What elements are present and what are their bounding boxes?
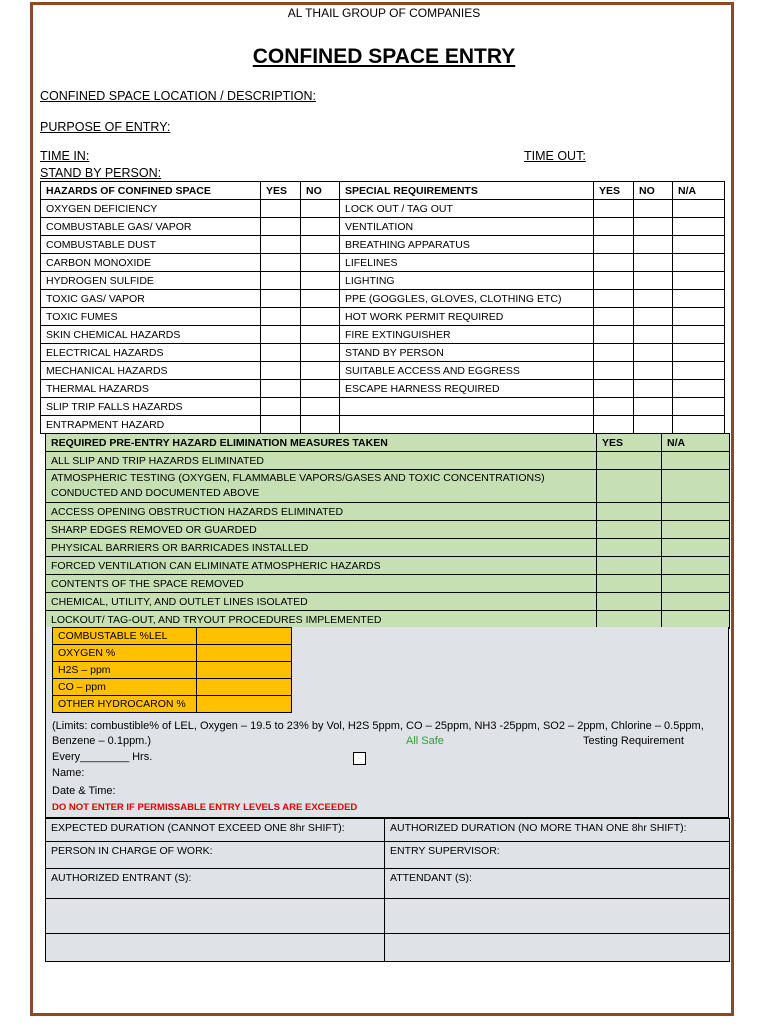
- measure-na-cell[interactable]: [662, 557, 730, 575]
- table-row: [41, 272, 725, 290]
- attendant-blank-cell[interactable]: [385, 899, 730, 934]
- hazards-header: HAZARDS OF CONFINED SPACE: [41, 182, 261, 200]
- test-frequency-field[interactable]: Every________ Hrs.: [52, 751, 153, 763]
- requirement-yes-cell[interactable]: [594, 290, 634, 308]
- hazard-label: COMBUSTABLE DUST: [41, 236, 261, 254]
- gas-reading-value-cell[interactable]: [197, 645, 292, 662]
- table-row: [53, 679, 292, 696]
- requirement-yes-cell[interactable]: [594, 326, 634, 344]
- hazards-header-row: [41, 182, 725, 200]
- requirements-no-header: NO: [634, 182, 673, 200]
- hazard-label: ENTRAPMENT HAZARD: [41, 416, 261, 434]
- table-row: [46, 470, 730, 503]
- measure-label: LOCKOUT/ TAG-OUT, AND TRYOUT PROCEDURES IMPLEMENTED: [46, 611, 597, 629]
- table-row: [41, 380, 725, 398]
- measure-label: FORCED VENTILATION CAN ELIMINATE ATMOSPHERIC HAZARDS: [46, 557, 597, 575]
- hazard-yes-cell[interactable]: [261, 218, 301, 236]
- requirements-yes-header: YES: [594, 182, 634, 200]
- measure-na-cell[interactable]: [662, 452, 730, 470]
- table-row: [41, 326, 725, 344]
- gas-reading-value-cell[interactable]: [197, 679, 292, 696]
- table-row: [41, 416, 725, 434]
- authorized-duration-field[interactable]: AUTHORIZED DURATION (NO MORE THAN ONE 8hr SHIFT):: [385, 819, 730, 842]
- gas-reading-value-cell[interactable]: [197, 662, 292, 679]
- table-row: [46, 611, 730, 629]
- signoff-row: [46, 899, 730, 934]
- table-row: [41, 218, 725, 236]
- requirement-label: LIFELINES: [340, 254, 594, 272]
- person-in-charge-field[interactable]: PERSON IN CHARGE OF WORK:: [46, 842, 385, 869]
- table-row: [46, 503, 730, 521]
- table-row: [41, 200, 725, 218]
- requirement-label: SUITABLE ACCESS AND EGGRESS: [340, 362, 594, 380]
- requirement-na-cell[interactable]: [673, 326, 725, 344]
- requirement-na-cell[interactable]: [673, 344, 725, 362]
- requirement-no-cell[interactable]: [634, 326, 673, 344]
- requirement-na-cell[interactable]: [673, 272, 725, 290]
- requirement-na-cell[interactable]: [673, 236, 725, 254]
- requirement-yes-cell[interactable]: [594, 272, 634, 290]
- hazard-no-cell[interactable]: [301, 272, 340, 290]
- requirement-na-cell[interactable]: [673, 200, 725, 218]
- measure-yes-cell[interactable]: [597, 593, 662, 611]
- standby-label: STAND BY PERSON:: [40, 166, 162, 180]
- hazard-no-cell[interactable]: [301, 218, 340, 236]
- requirement-yes-cell[interactable]: [594, 362, 634, 380]
- table-row: [53, 662, 292, 679]
- hazards-table: [40, 181, 725, 434]
- hazard-no-cell[interactable]: [301, 362, 340, 380]
- signoff-row: [46, 819, 730, 842]
- hazard-label: TOXIC FUMES: [41, 308, 261, 326]
- requirement-yes-cell[interactable]: [594, 254, 634, 272]
- requirement-no-cell[interactable]: [634, 236, 673, 254]
- requirement-no-cell[interactable]: [634, 308, 673, 326]
- gas-reading-label: CO – ppm: [53, 679, 197, 696]
- attendant-blank-cell[interactable]: [385, 934, 730, 962]
- hazard-label: MECHANICAL HAZARDS: [41, 362, 261, 380]
- requirement-label: ESCAPE HARNESS REQUIRED: [340, 380, 594, 398]
- requirement-no-cell[interactable]: [634, 218, 673, 236]
- table-row: [46, 539, 730, 557]
- requirement-yes-cell[interactable]: [594, 308, 634, 326]
- table-row: [41, 254, 725, 272]
- hazard-no-cell[interactable]: [301, 290, 340, 308]
- testing-requirement-label: Testing Requirement: [583, 735, 684, 747]
- requirement-yes-cell[interactable]: [594, 416, 634, 434]
- requirement-yes-cell[interactable]: [594, 200, 634, 218]
- location-blank[interactable]: [322, 89, 336, 101]
- table-row: [46, 575, 730, 593]
- requirement-no-cell[interactable]: [634, 416, 673, 434]
- requirements-header: SPECIAL REQUIREMENTS: [340, 182, 594, 200]
- requirement-label: FIRE EXTINGUISHER: [340, 326, 594, 344]
- requirement-na-cell[interactable]: [673, 416, 725, 434]
- measure-label: PHYSICAL BARRIERS OR BARRICADES INSTALLED: [46, 539, 597, 557]
- requirements-na-header: N/A: [673, 182, 725, 200]
- hazard-label: TOXIC GAS/ VAPOR: [41, 290, 261, 308]
- form-title: CONFINED SPACE ENTRY: [252, 45, 516, 68]
- measure-label: CONTENTS OF THE SPACE REMOVED: [46, 575, 597, 593]
- table-row: [46, 593, 730, 611]
- expected-duration-field[interactable]: EXPECTED DURATION (CANNOT EXCEED ONE 8hr SHIFT):: [46, 819, 385, 842]
- hazard-label: SKIN CHEMICAL HAZARDS: [41, 326, 261, 344]
- requirement-no-cell[interactable]: [634, 362, 673, 380]
- measure-label: ACCESS OPENING OBSTRUCTION HAZARDS ELIMINATED: [46, 503, 597, 521]
- requirement-no-cell[interactable]: [634, 272, 673, 290]
- requirement-na-cell[interactable]: [673, 254, 725, 272]
- measure-yes-cell[interactable]: [597, 575, 662, 593]
- measure-label: ATMOSPHERIC TESTING (OXYGEN, FLAMMABLE VAPORS/GASES AND TOXIC CONCENTRATIONS) CONDUCTED AND DOCUMENTED ABOVE: [46, 470, 597, 503]
- hazard-no-cell[interactable]: [301, 380, 340, 398]
- requirement-na-cell[interactable]: [673, 380, 725, 398]
- measures-header: REQUIRED PRE-ENTRY HAZARD ELIMINATION MEASURES TAKEN: [46, 434, 597, 452]
- hazard-no-cell[interactable]: [301, 200, 340, 218]
- requirement-label: STAND BY PERSON: [340, 344, 594, 362]
- hazard-yes-cell[interactable]: [261, 380, 301, 398]
- all-safe-checkbox[interactable]: [353, 752, 366, 765]
- gas-reading-value-cell[interactable]: [197, 696, 292, 713]
- signoff-row: [46, 934, 730, 962]
- requirement-label: BREATHING APPARATUS: [340, 236, 594, 254]
- measure-na-cell[interactable]: [662, 470, 730, 503]
- requirement-label: LIGHTING: [340, 272, 594, 290]
- table-row: [41, 344, 725, 362]
- hazards-no-header: NO: [301, 182, 340, 200]
- hazard-no-cell[interactable]: [301, 344, 340, 362]
- location-label: CONFINED SPACE LOCATION / DESCRIPTION:: [40, 89, 316, 103]
- measure-na-cell[interactable]: [662, 539, 730, 557]
- signoff-row: [46, 869, 730, 899]
- hazard-yes-cell[interactable]: [261, 200, 301, 218]
- hazard-label: OXYGEN DEFICIENCY: [41, 200, 261, 218]
- measures-na-header: N/A: [662, 434, 730, 452]
- measure-na-cell[interactable]: [662, 503, 730, 521]
- company-name: AL THAIL GROUP OF COMPANIES: [287, 6, 481, 20]
- measure-label: CHEMICAL, UTILITY, AND OUTLET LINES ISOLATED: [46, 593, 597, 611]
- hazard-yes-cell[interactable]: [261, 308, 301, 326]
- requirement-no-cell[interactable]: [634, 344, 673, 362]
- table-row: [53, 696, 292, 713]
- hazard-label: HYDROGEN SULFIDE: [41, 272, 261, 290]
- table-row: [41, 362, 725, 380]
- measure-yes-cell[interactable]: [597, 452, 662, 470]
- hazard-yes-cell[interactable]: [261, 416, 301, 434]
- requirement-label: VENTILATION: [340, 218, 594, 236]
- requirement-yes-cell[interactable]: [594, 380, 634, 398]
- table-row: [41, 308, 725, 326]
- table-row: [53, 628, 292, 645]
- table-row: [46, 557, 730, 575]
- table-row: [41, 236, 725, 254]
- requirement-no-cell[interactable]: [634, 254, 673, 272]
- entry-warning: DO NOT ENTER IF PERMISSABLE ENTRY LEVELS ARE EXCEEDED: [52, 802, 358, 813]
- entrant-blank-cell[interactable]: [46, 899, 385, 934]
- hazard-yes-cell[interactable]: [261, 398, 301, 416]
- requirement-yes-cell[interactable]: [594, 398, 634, 416]
- hazard-no-cell[interactable]: [301, 398, 340, 416]
- hazard-yes-cell[interactable]: [261, 344, 301, 362]
- gas-reading-label: COMBUSTABLE %LEL: [53, 628, 197, 645]
- hazard-no-cell[interactable]: [301, 416, 340, 434]
- hazard-no-cell[interactable]: [301, 236, 340, 254]
- table-row: [41, 398, 725, 416]
- hazard-label: CARBON MONOXIDE: [41, 254, 261, 272]
- all-safe-label: All Safe: [406, 735, 444, 747]
- time-out-label: TIME OUT:: [524, 149, 586, 163]
- requirement-na-cell[interactable]: [673, 398, 725, 416]
- exposure-limits-text: (Limits: combustible% of LEL, Oxygen – 19.5 to 23% by Vol, H2S 5ppm, CO – 25ppm, NH3 -25ppm, SO2 – 2ppm, Chlorine – 0.5ppm, Benzene – 0.1ppm.): [52, 720, 704, 747]
- measure-na-cell[interactable]: [662, 593, 730, 611]
- entry-supervisor-field[interactable]: ENTRY SUPERVISOR:: [385, 842, 730, 869]
- measures-yes-header: YES: [597, 434, 662, 452]
- hazard-label: ELECTRICAL HAZARDS: [41, 344, 261, 362]
- tester-name-label: Name:: [52, 767, 85, 779]
- gas-readings-table: [52, 627, 292, 713]
- measure-label: ALL SLIP AND TRIP HAZARDS ELIMINATED: [46, 452, 597, 470]
- measures-header-row: [46, 434, 730, 452]
- requirement-label: [340, 416, 594, 434]
- hazard-label: COMBUSTABLE GAS/ VAPOR: [41, 218, 261, 236]
- measure-label: SHARP EDGES REMOVED OR GUARDED: [46, 521, 597, 539]
- measure-na-cell[interactable]: [662, 575, 730, 593]
- measure-yes-cell[interactable]: [597, 470, 662, 503]
- requirement-no-cell[interactable]: [634, 290, 673, 308]
- requirement-yes-cell[interactable]: [594, 218, 634, 236]
- requirement-no-cell[interactable]: [634, 398, 673, 416]
- signoff-row: [46, 842, 730, 869]
- hazard-no-cell[interactable]: [301, 326, 340, 344]
- requirement-label: PPE (GOGGLES, GLOVES, CLOTHING ETC): [340, 290, 594, 308]
- requirement-na-cell[interactable]: [673, 362, 725, 380]
- date-time-label: Date & Time:: [52, 785, 116, 797]
- hazards-yes-header: YES: [261, 182, 301, 200]
- measure-na-cell[interactable]: [662, 521, 730, 539]
- gas-reading-label: H2S – ppm: [53, 662, 197, 679]
- requirement-yes-cell[interactable]: [594, 236, 634, 254]
- requirement-label: HOT WORK PERMIT REQUIRED: [340, 308, 594, 326]
- hazard-yes-cell[interactable]: [261, 236, 301, 254]
- requirement-yes-cell[interactable]: [594, 344, 634, 362]
- measure-na-cell[interactable]: [662, 611, 730, 629]
- gas-reading-label: OTHER HYDROCARON %: [53, 696, 197, 713]
- hazard-label: SLIP TRIP FALLS HAZARDS: [41, 398, 261, 416]
- requirement-na-cell[interactable]: [673, 308, 725, 326]
- requirement-label: LOCK OUT / TAG OUT: [340, 200, 594, 218]
- hazard-yes-cell[interactable]: [261, 362, 301, 380]
- table-row: [46, 521, 730, 539]
- table-row: [53, 645, 292, 662]
- authorized-entrant-field[interactable]: AUTHORIZED ENTRANT (S):: [46, 869, 385, 899]
- requirement-no-cell[interactable]: [634, 200, 673, 218]
- table-row: [46, 452, 730, 470]
- entrant-blank-cell[interactable]: [46, 934, 385, 962]
- hazard-yes-cell[interactable]: [261, 290, 301, 308]
- requirement-na-cell[interactable]: [673, 290, 725, 308]
- hazard-yes-cell[interactable]: [261, 326, 301, 344]
- hazard-no-cell[interactable]: [301, 308, 340, 326]
- measure-yes-cell[interactable]: [597, 503, 662, 521]
- signoff-table: [45, 818, 730, 962]
- requirement-na-cell[interactable]: [673, 218, 725, 236]
- purpose-label: PURPOSE OF ENTRY:: [40, 120, 171, 134]
- table-row: [41, 290, 725, 308]
- measure-yes-cell[interactable]: [597, 539, 662, 557]
- attendant-field[interactable]: ATTENDANT (S):: [385, 869, 730, 899]
- hazard-no-cell[interactable]: [301, 254, 340, 272]
- hazard-yes-cell[interactable]: [261, 254, 301, 272]
- hazard-yes-cell[interactable]: [261, 272, 301, 290]
- gas-reading-value-cell[interactable]: [197, 628, 292, 645]
- measure-yes-cell[interactable]: [597, 521, 662, 539]
- gas-reading-label: OXYGEN %: [53, 645, 197, 662]
- requirement-no-cell[interactable]: [634, 380, 673, 398]
- requirement-label: [340, 398, 594, 416]
- measures-table: [45, 433, 730, 629]
- measure-yes-cell[interactable]: [597, 611, 662, 629]
- hazard-label: THERMAL HAZARDS: [41, 380, 261, 398]
- time-in-label: TIME IN:: [40, 149, 90, 163]
- measure-yes-cell[interactable]: [597, 557, 662, 575]
